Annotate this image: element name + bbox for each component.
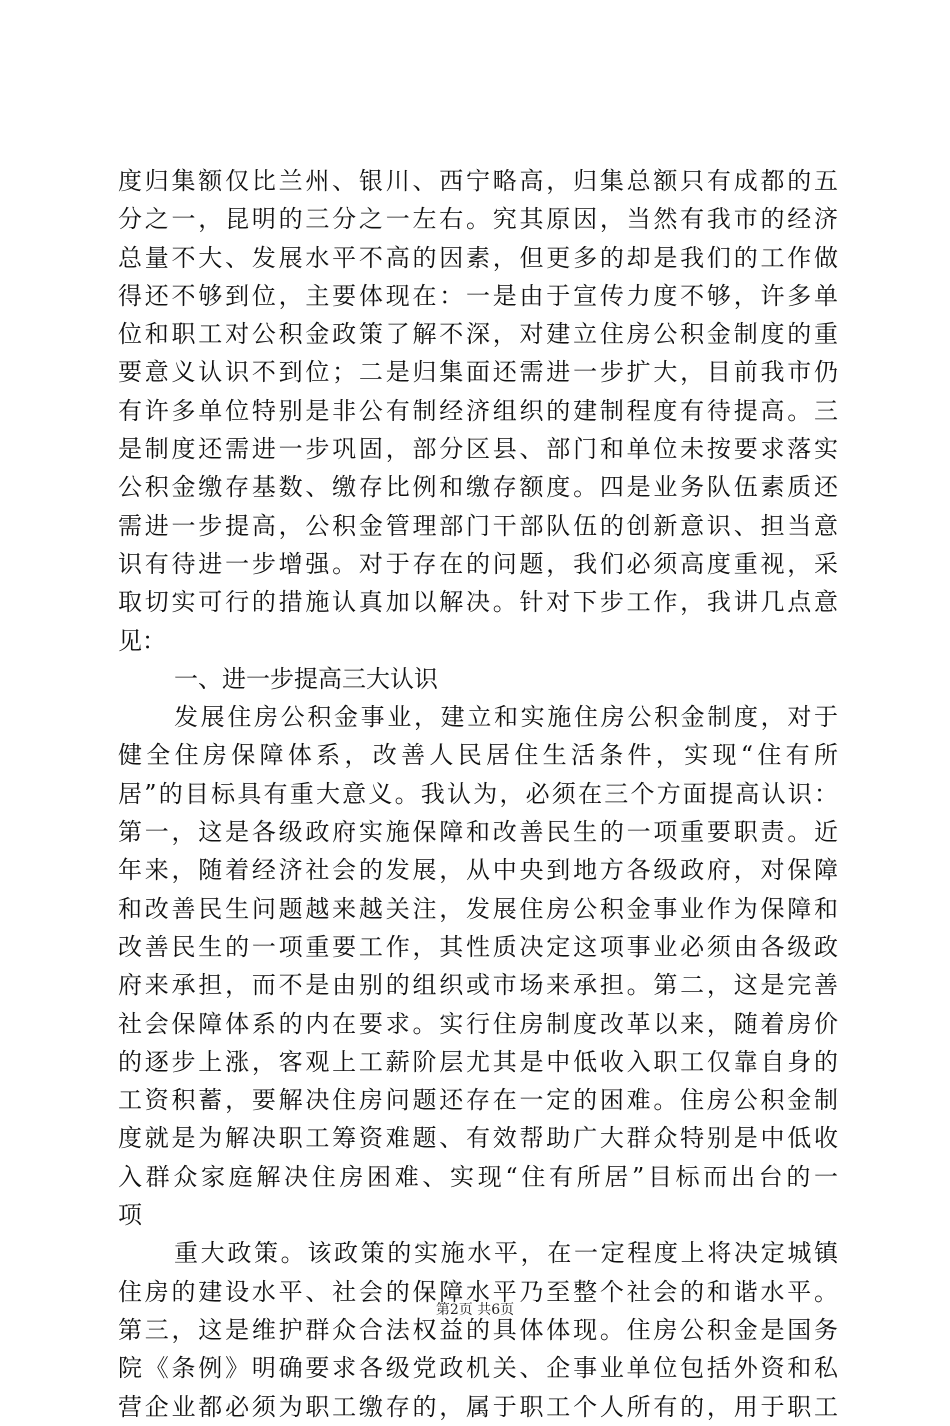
text-line: 需进一步提高，公积金管理部门干部队伍的创新意识、担当意 [118,511,838,540]
text-line: 营企业都必须为职工缴存的，属于职工个人所有的，用于职工 [118,1392,838,1421]
text-line: 居”的目标具有重大意义。我认为，必须在三个方面提高认识： [118,779,838,808]
text-line: 年来，随着经济社会的发展，从中央到地方各级政府，对保障 [118,856,838,885]
text-line: 识有待进一步增强。对于存在的问题，我们必须高度重视，采 [118,549,838,578]
text-line: 健全住房保障体系，改善人民居住生活条件，实现“住有所 [118,741,838,770]
document-body [118,162,838,1426]
text-line: 府来承担，而不是由别的组织或市场来承担。第二，这是完善 [118,971,838,1000]
text-line: 工资积蓄，要解决住房问题还存在一定的困难。住房公积金制 [118,1086,838,1115]
text-line: 得还不够到位，主要体现在：一是由于宣传力度不够，许多单 [118,281,838,310]
text-line: 和改善民生问题越来越关注，发展住房公积金事业作为保障和 [118,894,838,923]
text-line: 总量不大、发展水平不高的因素，但更多的却是我们的工作做 [118,243,838,272]
text-line: 有许多单位特别是非公有制经济组织的建制程度有待提高。三 [118,396,838,425]
text-line: 要意义认识不到位；二是归集面还需进一步扩大，目前我市仍 [118,358,838,387]
text-line: 公积金缴存基数、缴存比例和缴存额度。四是业务队伍素质还 [118,473,838,502]
text-line: 社会保障体系的内在要求。实行住房制度改革以来，随着房价 [118,1009,838,1038]
text-line: 第三，这是维护群众合法权益的具体体现。住房公积金是国务 [118,1315,838,1344]
text-line: 第一，这是各级政府实施保障和改善民生的一项重要职责。近 [118,818,838,847]
text-line: 度就是为解决职工筹资难题、有效帮助广大群众特别是中低收 [118,1124,838,1153]
text-line: 是制度还需进一步巩固，部分区县、部门和单位未按要求落实 [118,435,838,464]
text-line: 改善民生的一项重要工作，其性质决定这项事业必须由各级政 [118,932,838,961]
text-line: 分之一，昆明的三分之一左右。究其原因，当然有我市的经济 [118,205,838,234]
text-line: 院《条例》明确要求各级党政机关、企事业单位包括外资和私 [118,1354,838,1383]
text-line: 度归集额仅比兰州、银川、西宁略高，归集总额只有成都的五 [118,167,838,195]
text-line: 住房的建设水平、社会的保障水平乃至整个社会的和谐水平。 [118,1277,838,1306]
text-line: 的逐步上涨，客观上工薪阶层尤其是中低收入职工仅靠自身的 [118,1047,838,1076]
text-line: 发展住房公积金事业，建立和实施住房公积金制度，对于 [174,703,838,732]
text-line: 重大政策。该政策的实施水平，在一定程度上将决定城镇 [174,1239,838,1268]
text-line: 位和职工对公积金政策了解不深，对建立住房公积金制度的重 [118,320,838,349]
text-line: 见： [118,626,166,655]
section-heading: 一、进一步提高三大认识 [174,664,438,693]
text-line: 取切实可行的措施认真加以解决。针对下步工作，我讲几点意 [118,588,838,617]
text-line: 入群众家庭解决住房困难、实现“住有所居”目标而出台的一 [118,1162,838,1191]
page-number-footer: 第2页 共6页 [435,1302,515,1318]
text-line: 项 [118,1201,142,1230]
